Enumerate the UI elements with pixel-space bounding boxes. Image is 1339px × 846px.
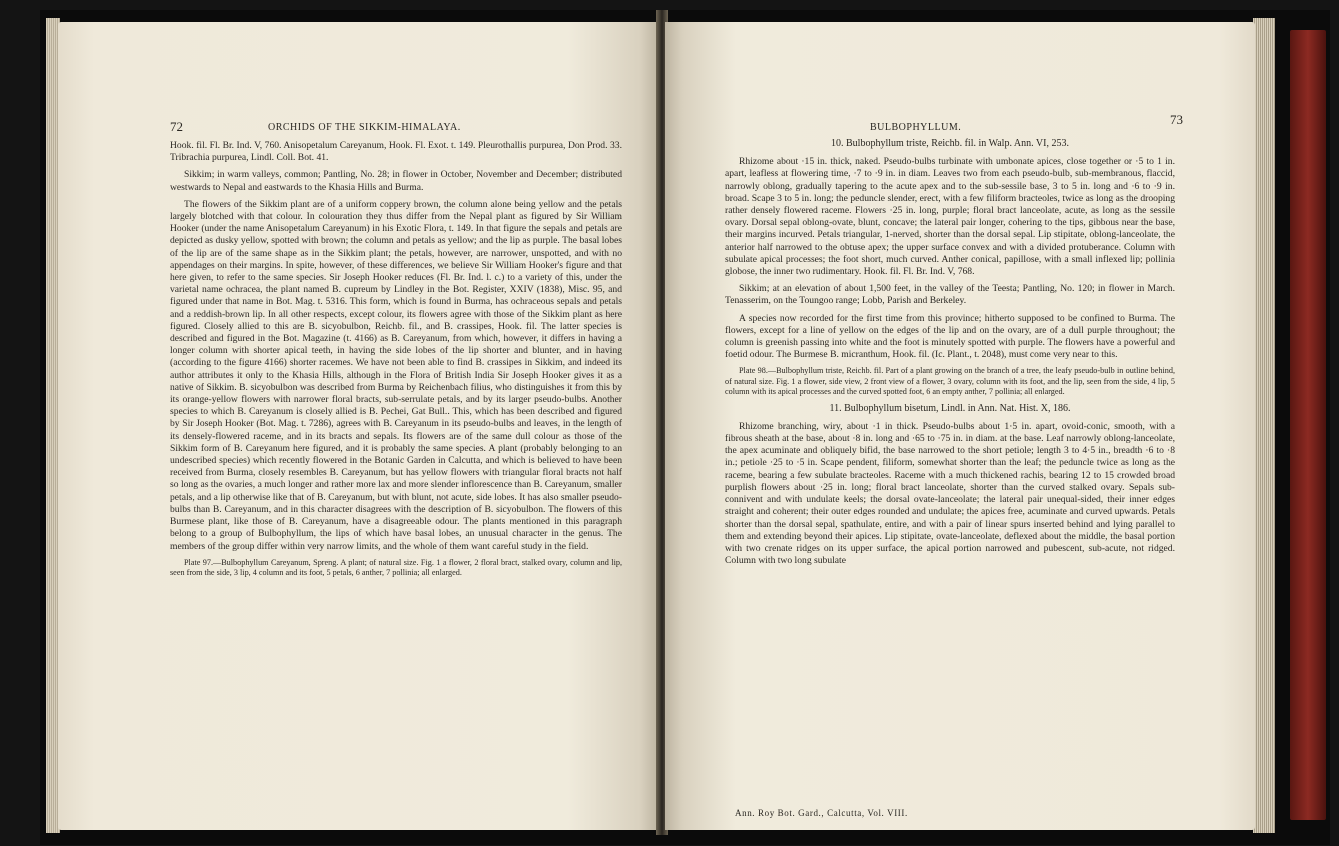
right-page <box>665 22 1255 830</box>
running-head: BULBOPHYLLUM. <box>870 122 962 133</box>
page-number: 72 <box>170 119 183 134</box>
page-footer: Ann. Roy Bot. Gard., Calcutta, Vol. VIII. <box>735 808 908 818</box>
distribution-paragraph: Sikkim; at an elevation of about 1,500 feet, in the valley of the Teesta; Pantling, No. 120; in flower in March. Tenasserim, on the Toungoo range; Lobb, Parish and Berkeley. <box>725 283 1175 307</box>
species-heading: 10. Bulbophyllum triste, Reichb. fil. in Walp. Ann. VI, 253. <box>831 138 1069 149</box>
discussion-paragraph: The flowers of the Sikkim plant are of a uniform coppery brown, the column alone being yellow and the petals largely blotched with that colour. In colouration they thus differ from the Nepal plant as figured by Sir William Hooker (under the name Anisopetalum Careyanum) in his Exotic Flora, t. 149. In that figure the sepals and petals are depicted as dusky yellow, spotted with brown; the column and petals as yellow; and the lip as purple. The basal lobes of the lip are of the same shape as in the Sikkim plant; the petals, however, are narrower, unspotted, and with no appendages on their margins. In spite, however, of these differences, we believe Sir William Hooker's figure and that here given, to refer to the same species. Sir Joseph Hooker reduces (Fl. Br. Ind. l. c.) to a variety of this, under the varietal name ochracea, the plant named B. cupreum by Lindley in the Bot. Register, XXIV (1838), Misc. 95, and figured under that name in Bot. Mag. t. 5316. This form, which is found in Burma, has ochraceous sepals and petals and a reddish-brown lip. In all other respects, except colour, its flowers agree with those of the Sikkim plant as here figured. Closely allied to this are B. sicyobulbon, Reichb. fil., and B. crassipes, Hook. fil. The latter species is described and figured in the Bot. Magazine (t. 4166) as B. Careyanum, from which, however, it differs in having a longer column with shorter apical teeth, in having the side lobes of the lip shorter and blunter, and in having (according to the figure 4166) shorter racemes. We have not been able to find B. crassipes in Sikkim, and indeed its author attributes it only to the Khasia Hills, although in the Flora of British India Sir Joseph Hooker gives it as a native of Sikkim. B. sicyobulbon was described from Burma by Reichenbach filius, who distinguishes it from this by its orange-yellow flowers with narrower floral bracts, sub-serrulate petals, and by its larger pseudo-bulbs. Another species to which B. Careyanum is closely allied is B. Pechei, Gat Bull.. This, which has been described and figured by Sir Joseph Hooker (Bot. Mag. t. 7286), agrees with B. Careyanum in its pseudo-bulbs and leaves, in the length of its densely-flowered raceme, and in its bracts and sepals. Its flowers are of the same dull colour as those of the Sikkim form of B. Careyanum here figured, and it is probably the same species. A plant (probably belonging to an undescribed species) which recently flowered in the Botanic Garden in Calcutta, and which is believed to have been received from Burma, closely resembles B. Careyanum, but has yellow flowers with triangular floral bracts not half so long as the ovaries, a much longer and rather more lax and more slender inflorescence than B. Careyanum, smaller petals, and a lip otherwise like that of B. Careyanum, but with blunt, not acute, side lobes. It has also smaller pseudo-bulbs than B. Careyanum, and in this character disagrees with the description of B. sicyobulbon. The flowers of this Burmese plant, like those of B. Careyanum, have a disagreeable odour. The plants mentioned in this paragraph belong to a group of Bulbophyllum, the lips of which have basal lobes, an unusual character in the genus. The members of the group differ within very narrow limits, and the whole of them want careful study in the field. <box>170 198 622 552</box>
plate-caption: Plate 98.—Bulbophyllum triste, Reichb. fil. Part of a plant growing on the branch of a tree, the leafy pseudo-bulb in outline behind, of natural size. Fig. 1 a flower, side view, 2 front view of a flower, 3 ovary, column with its foot, and the lip, seen from the side, 4 lip, 5 column with its apical processes and the curved spotted foot, 6 an empty anther, 7 pollinia; all enlarged. <box>725 366 1175 397</box>
book-cover-edge <box>1290 30 1326 820</box>
distribution-paragraph: Sikkim; in warm valleys, common; Pantling, No. 28; in flower in October, November and December; distributed westwards to Nepal and eastwards to the Khasia Hills and Burma. <box>170 169 622 193</box>
description-paragraph: Rhizome about ·15 in. thick, naked. Pseudo-bulbs turbinate with umbonate apices, close together or ·5 to 1 in. apart, leafless at flowering time, ·7 to ·9 in. in diam. Leaves two from each pseudo-bulb, sub-membranous, flaccid, narrowly oblong, gradually tapering to the acute apex and to the sub-sessile base, 3 to 5 in. long and ·6 to ·9 in. broad. Scape 3 to 5 in. long; the peduncle slender, erect, with a few filiform bracteoles, twice as long as the drooping rather densely flowered raceme. Flowers ·25 in. long, purple; floral bract lanceolate, acute, as long as the sessile ovary. Dorsal sepal oblong-ovate, blunt, concave; the lateral pair longer, cohering to the tips, gibbous near the base, their margins incurved. Petals triangular, 1-nerved, shorter than the dorsal sepal. Lip stipitate, oblong-lanceolate, the anterior half narrowed to the obtuse apex; the upper surface convex and with a divided protuberance. Column with subulate apical processes; the foot short, much curved. Anther conical, papillose, with a small inflexed lip; pollinia globose, the inner two rudimentary. Hook. fil. Fl. Br. Ind. V, 768. <box>725 156 1175 278</box>
page-number: 73 <box>1170 112 1183 127</box>
synonymy-paragraph: Hook. fil. Fl. Br. Ind. V, 760. Anisopetalum Careyanum, Hook. Fl. Exot. t. 149. Pleurothallis purpurea, Don Prod. 33. Tribrachia purpurea, Lindl. Coll. Bot. 41. <box>170 140 622 164</box>
right-page-body <box>725 134 1175 572</box>
left-page-body <box>170 140 622 584</box>
left-page <box>58 22 658 830</box>
description-paragraph: Rhizome branching, wiry, about ·1 in thick. Pseudo-bulbs about 1·5 in. apart, ovoid-conic, smooth, with a fibrous sheath at the base, about ·8 in. long and ·65 to ·75 in. in diam. at the base. Leaf narrowly oblong-lanceolate, the apex acuminate and obliquely bifid, the base narrowed to the short petiole; length 3 to 4·5 in., breadth ·6 to ·8 in.; petiole ·25 to ·5 in. Scape pendent, filiform, somewhat shorter than the leaf; the peduncle twice as long as the raceme, bearing a few subulate bracteoles. Raceme with a much thickened rachis, bearing 12 to 15 crowded broad purplish flowers about ·25 in. long; floral bract lanceolate, shorter than the curved stalked ovary. Sepals sub-connivent and with undulate keels; the dorsal ovate-lanceolate; the lateral pair unequal-sided, their inner edges straight and coherent; their outer edges rounded and undulate; the apices free, acuminate and curved upwards. Petals shorter than the dorsal sepal, spathulate, entire, and with a pair of linear spurs inserted behind and lying parallel to them and extending beyond their apices. Lip stipitate, ovate-lanceolate, deflexed about the middle, the basal portion with two crenate ridges on its upper surface, the apical portion narrowed and pubescent, sub-acute, not ridged. Column with two long subulate <box>725 420 1175 567</box>
right-page-edges <box>1253 18 1275 833</box>
running-head: ORCHIDS OF THE SIKKIM-HIMALAYA. <box>268 122 461 133</box>
plate-caption: Plate 97.—Bulbophyllum Careyanum, Spreng. A plant; of natural size. Fig. 1 a flower, 2 floral bract, stalked ovary, column and lip, seen from the side, 3 lip, 4 column and its foot, 5 petals, 6 anther, 7 pollinia; all enlarged. <box>170 557 622 578</box>
species-heading: 11. Bulbophyllum bisetum, Lindl. in Ann. Nat. Hist. X, 186. <box>829 402 1071 414</box>
notes-paragraph: A species now recorded for the first time from this province; hitherto supposed to be confined to Burma. The flowers, except for a line of yellow on the edges of the lip and on the ovary, are of a dull purple throughout; the column is greenish passing into white and the foot is minutely spotted with purple. The flowers have a powerful and foetid odour. The Burmese B. micranthum, Hook. fil. (Ic. Plant., t. 2048), must come very near to this. <box>725 312 1175 361</box>
